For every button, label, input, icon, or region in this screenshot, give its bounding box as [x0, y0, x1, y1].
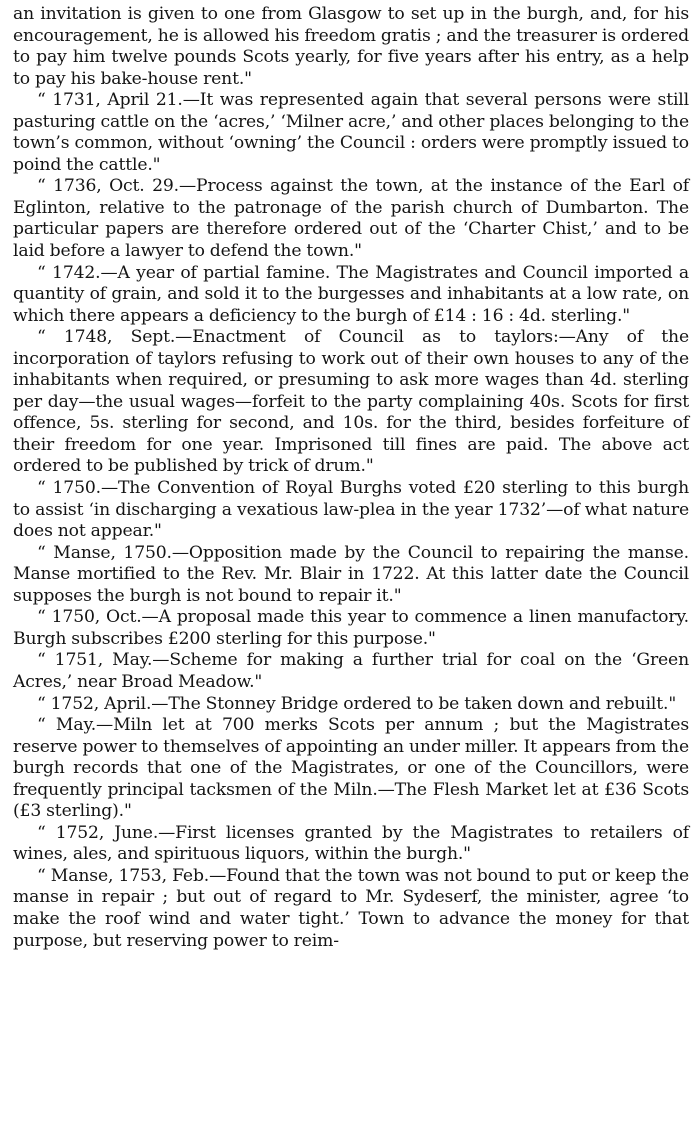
paragraph-1752-licenses: “ 1752, June.—First licenses granted by the Magistrates to retailers of wines, ales, and spirituous liquors, within the burgh." — [13, 822, 689, 865]
paragraph-1748-taylors: “ 1748, Sept.—Enactment of Council as to taylors:—Any of the incorporation of taylors refusing to work out of their own houses to any of the inhabitants when required, or presuming to ask more wages than 4d. sterling per day—the usual wages—forfeit to the party complaining 40s. Scots for first offence, 5s. sterling for second, and 10s. for the third, besides forfeiture of their freedom for one year. Imprisoned till fines are paid. The above act ordered to be published by trick of drum." — [13, 327, 689, 477]
paragraph-1751-coal: “ 1751, May.—Scheme for making a further trial for coal on the ‘Green Acres,’ near Broad Meadow." — [13, 650, 689, 692]
paragraph-1736-oct: “ 1736, Oct. 29.—Process against the town, at the instance of the Earl of Eglinton, relative to the patronage of the parish church of Dumbarton. The particular papers are therefore ordered out of the ‘Charter Chist,’ and to be laid before a lawyer to defend the town." — [13, 176, 689, 262]
paragraph-1742-famine: “ 1742.—A year of partial famine. The Magistrates and Council imported a quantity of grain, and sold it to the burgesses and inhabitants at a low rate, on which there appears a deficiency to the burgh of £14 : 16 : 4d. sterling." — [13, 262, 689, 326]
paragraph-1731-april: “ 1731, April 21.—It was represented again that several persons were still pasturing cattle on the ‘acres,’ ‘Milner acre,’ and other places belonging to the town’s common, without ‘owning’ the Council : orders were promptly issued to poind the cattle." — [13, 90, 689, 175]
paragraph-may-miln: “ May.—Miln let at 700 merks Scots per annum ; but the Magistrates reserve power to themselves of appointing an under miller. It appears from the burgh records that one of the Magistrates, or one of the Councillors, were frequently principal tacksmen of the Miln.—The Flesh Market let at £36 Scots (£3 sterling)." — [13, 715, 689, 822]
paragraph-glasgow-baker: an invitation is given to one from Glasgow to set up in the burgh, and, for his encouragement, he is allowed his freedom gratis ; and the treasurer is ordered to pay him twelve pounds Scots yearly, for five years after his entry, as a help to pay his bake-house rent." — [13, 4, 689, 89]
paragraph-manse-1753: “ Manse, 1753, Feb.—Found that the town was not bound to put or keep the manse in repair ; but out of regard to Mr. Sydeserf, the minister, agree ‘to make the roof wind and water tight.’ Town to advance the money for that purpose, but reserving power to reim- — [13, 865, 689, 951]
paragraph-1750-linen: “ 1750, Oct.—A proposal made this year to commence a linen manufactory. Burgh subscribes £200 sterling for this purpose." — [13, 607, 689, 649]
paragraph-1752-bridge: “ 1752, April.—The Stonney Bridge ordered to be taken down and rebuilt." — [37, 693, 677, 714]
paragraph-manse-1750: “ Manse, 1750.—Opposition made by the Council to repairing the manse. Manse mortified to the Rev. Mr. Blair in 1722. At this latter date the Council supposes the burgh is not bound to repair it." — [13, 542, 689, 606]
paragraph-1750-convention: “ 1750.—The Convention of Royal Burghs voted £20 sterling to this burgh to assist ‘in discharging a vexatious law-plea in the year 1732’—of what nature does not appear." — [13, 478, 689, 542]
